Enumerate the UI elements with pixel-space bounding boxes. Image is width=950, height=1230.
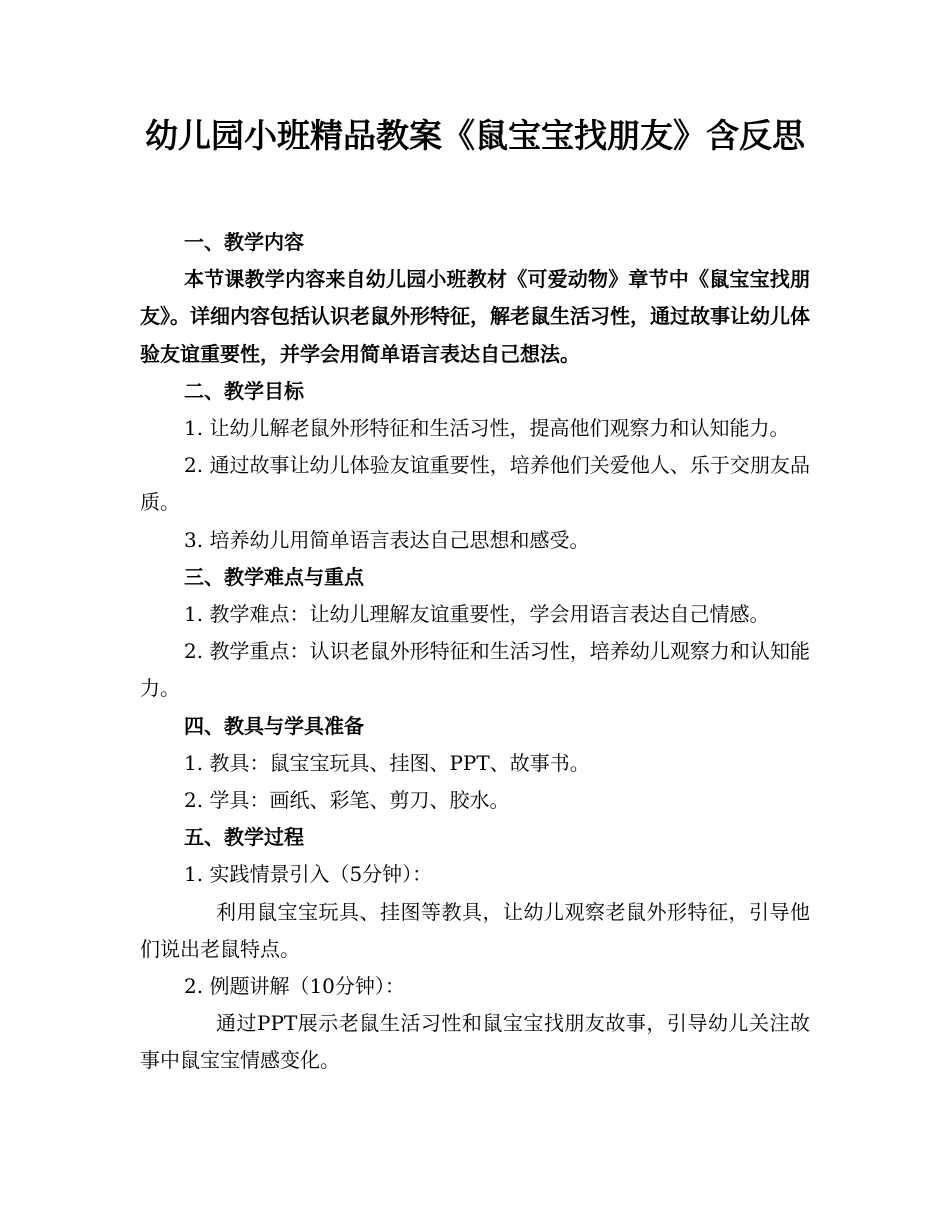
list-item: 2. 教学重点：认识老鼠外形特征和生活习性，培养幼儿观察力和认知能力。 bbox=[140, 639, 810, 701]
step-detail: 利用鼠宝宝玩具、挂图等教具，让幼儿观察老鼠外形特征，引导他们说出老鼠特点。 bbox=[140, 899, 810, 961]
document-body bbox=[140, 224, 810, 1080]
list-item: 1. 教学难点：让幼儿理解友谊重要性，学会用语言表达自己情感。 bbox=[184, 602, 770, 627]
section-heading: 一、教学内容 bbox=[184, 230, 304, 254]
list-item: 2. 学具：画纸、彩笔、剪刀、胶水。 bbox=[184, 788, 510, 813]
step-label: 1. 实践情景引入（5分钟）： bbox=[184, 862, 433, 887]
section-heading: 四、教具与学具准备 bbox=[184, 713, 364, 738]
section-heading: 三、教学难点与重点 bbox=[184, 564, 364, 589]
section-heading: 五、教学过程 bbox=[184, 825, 304, 850]
step-label: 2. 例题讲解（10分钟）： bbox=[184, 974, 405, 999]
list-item: 3. 培养幼儿用简单语言表达自己思想和感受。 bbox=[184, 527, 590, 552]
section-paragraph: 本节课教学内容来自幼儿园小班教材《可爱动物》章节中《鼠宝宝找朋友》。详细内容包括认识老鼠外形特征，解老鼠生活习性，通过故事让幼儿体验友谊重要性，并学会用简单语言表达自己想法。 bbox=[140, 267, 810, 366]
list-item: 2. 通过故事让幼儿体验友谊重要性，培养他们关爱他人、乐于交朋友品质。 bbox=[140, 453, 810, 515]
step-detail: 通过PPT展示老鼠生活习性和鼠宝宝找朋友故事，引导幼儿关注故事中鼠宝宝情感变化。 bbox=[140, 1011, 810, 1073]
list-item: 1. 教具：鼠宝宝玩具、挂图、PPT、故事书。 bbox=[184, 750, 590, 775]
section-heading: 二、教学目标 bbox=[184, 378, 304, 403]
document-title: 幼儿园小班精品教案《鼠宝宝找朋友》含反思 bbox=[145, 116, 805, 155]
list-item: 1. 让幼儿解老鼠外形特征和生活习性，提高他们观察力和认知能力。 bbox=[184, 416, 790, 441]
